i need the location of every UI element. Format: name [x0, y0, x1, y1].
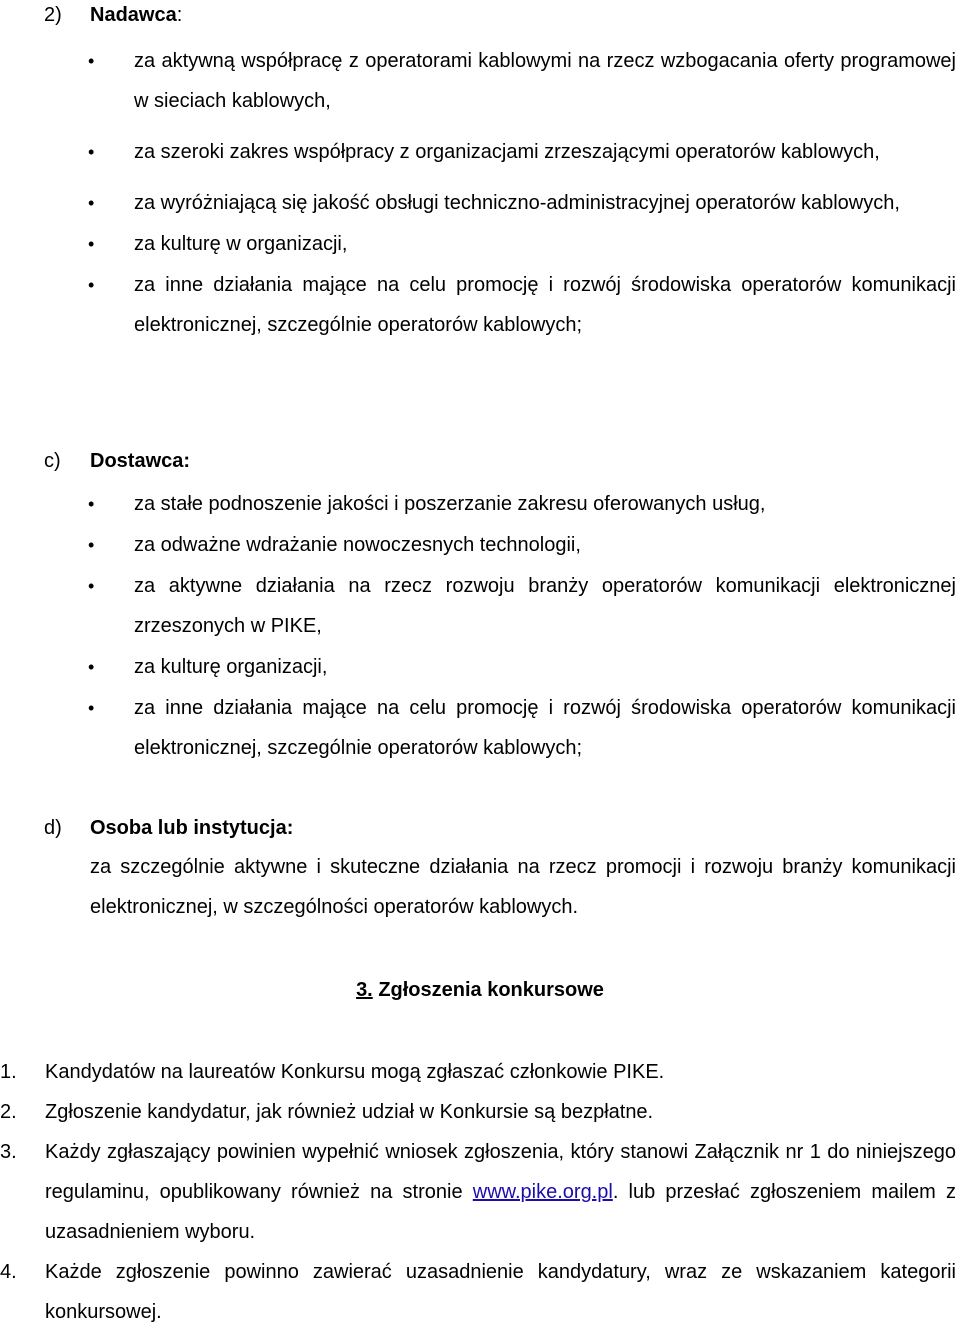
- pike-website-link[interactable]: www.pike.org.pl: [472, 1181, 613, 1203]
- section-3-heading: [0, 972, 960, 1008]
- section-title-colon: :: [176, 4, 183, 26]
- section-heading: [0, 813, 960, 843]
- list-item: • za odważne wdrażanie nowoczesnych technologii,: [0, 525, 960, 565]
- rule-item: [0, 1252, 960, 1332]
- section-heading: [0, 446, 960, 476]
- list-item: • za inne działania mające na celu promocję i rozwój środowiska operatorów komunikacji elektronicznej, szczególnie operatorów kablowych;: [0, 688, 960, 768]
- section-heading: [0, 0, 960, 30]
- section-title: Nadawca: [90, 4, 177, 26]
- rule-text: Zgłoszenie kandydatur, jak również udział w Konkursie są bezpłatne.: [45, 1101, 654, 1123]
- section-marker: c): [44, 450, 61, 472]
- rule-text: Każdy zgłaszający powinien wypełnić wniosek zgłoszenia, który stanowi Załącznik nr 1 do niniejszego regulaminu, opublikowany również na stronie: [45, 1141, 956, 1203]
- rule-item: [0, 1052, 960, 1092]
- section-marker: 2): [44, 4, 62, 26]
- submission-rules-list: [0, 1052, 960, 1332]
- rule-number: 1.: [0, 1061, 17, 1083]
- list-item: • za wyróżniającą się jakość obsługi techniczno-administracyjnej operatorów kablowych,: [0, 183, 960, 223]
- nadawca-criteria-list: [0, 41, 960, 345]
- rule-text: Każde zgłoszenie powinno zawierać uzasadnienie kandydatury, wraz ze wskazaniem kategorii konkursowej.: [45, 1261, 956, 1323]
- section-nadawca: [0, 0, 960, 345]
- rule-number: 4.: [0, 1261, 17, 1283]
- list-item: • za aktywne działania na rzecz rozwoju branży operatorów komunikacji elektronicznej zrzeszonych w PIKE,: [0, 566, 960, 646]
- dostawca-criteria-list: [0, 484, 960, 768]
- rule-item: [0, 1092, 960, 1132]
- rule-item: [0, 1132, 960, 1252]
- section-marker: d): [44, 817, 62, 839]
- list-item: • za szeroki zakres współpracy z organizacjami zrzeszającymi operatorów kablowych,: [0, 132, 960, 172]
- rule-text: . lub przesłać zgłoszeniem mailem z uzasadnieniem wyboru.: [45, 1181, 956, 1243]
- section-dostawca: [0, 446, 960, 768]
- list-item: • za kulturę w organizacji,: [0, 224, 960, 264]
- rule-number: 2.: [0, 1101, 17, 1123]
- section-title: Osoba lub instytucja:: [90, 817, 294, 839]
- list-item: • za inne działania mające na celu promocję i rozwój środowiska operatorów komunikacji elektronicznej, szczególnie operatorów kablowych;: [0, 265, 960, 345]
- rule-number: 3.: [0, 1141, 17, 1163]
- section-osoba: [0, 813, 960, 927]
- list-item: • za aktywną współpracę z operatorami kablowymi na rzecz wzbogacania oferty programowej w sieciach kablowych,: [0, 41, 960, 121]
- rule-text: Kandydatów na laureatów Konkursu mogą zgłaszać członkowie PIKE.: [45, 1061, 665, 1083]
- section-3-title: Zgłoszenia konkursowe: [378, 979, 604, 1001]
- section-number: 3.: [356, 979, 373, 1001]
- list-item: • za stałe podnoszenie jakości i poszerzanie zakresu oferowanych usług,: [0, 484, 960, 524]
- section-title: Dostawca:: [90, 450, 191, 472]
- section-paragraph: za szczególnie aktywne i skuteczne działania na rzecz promocji i rozwoju branży komunikacji elektronicznej, w szczególności operatorów kablowych.: [90, 856, 956, 918]
- list-item: • za kulturę organizacji,: [0, 647, 960, 687]
